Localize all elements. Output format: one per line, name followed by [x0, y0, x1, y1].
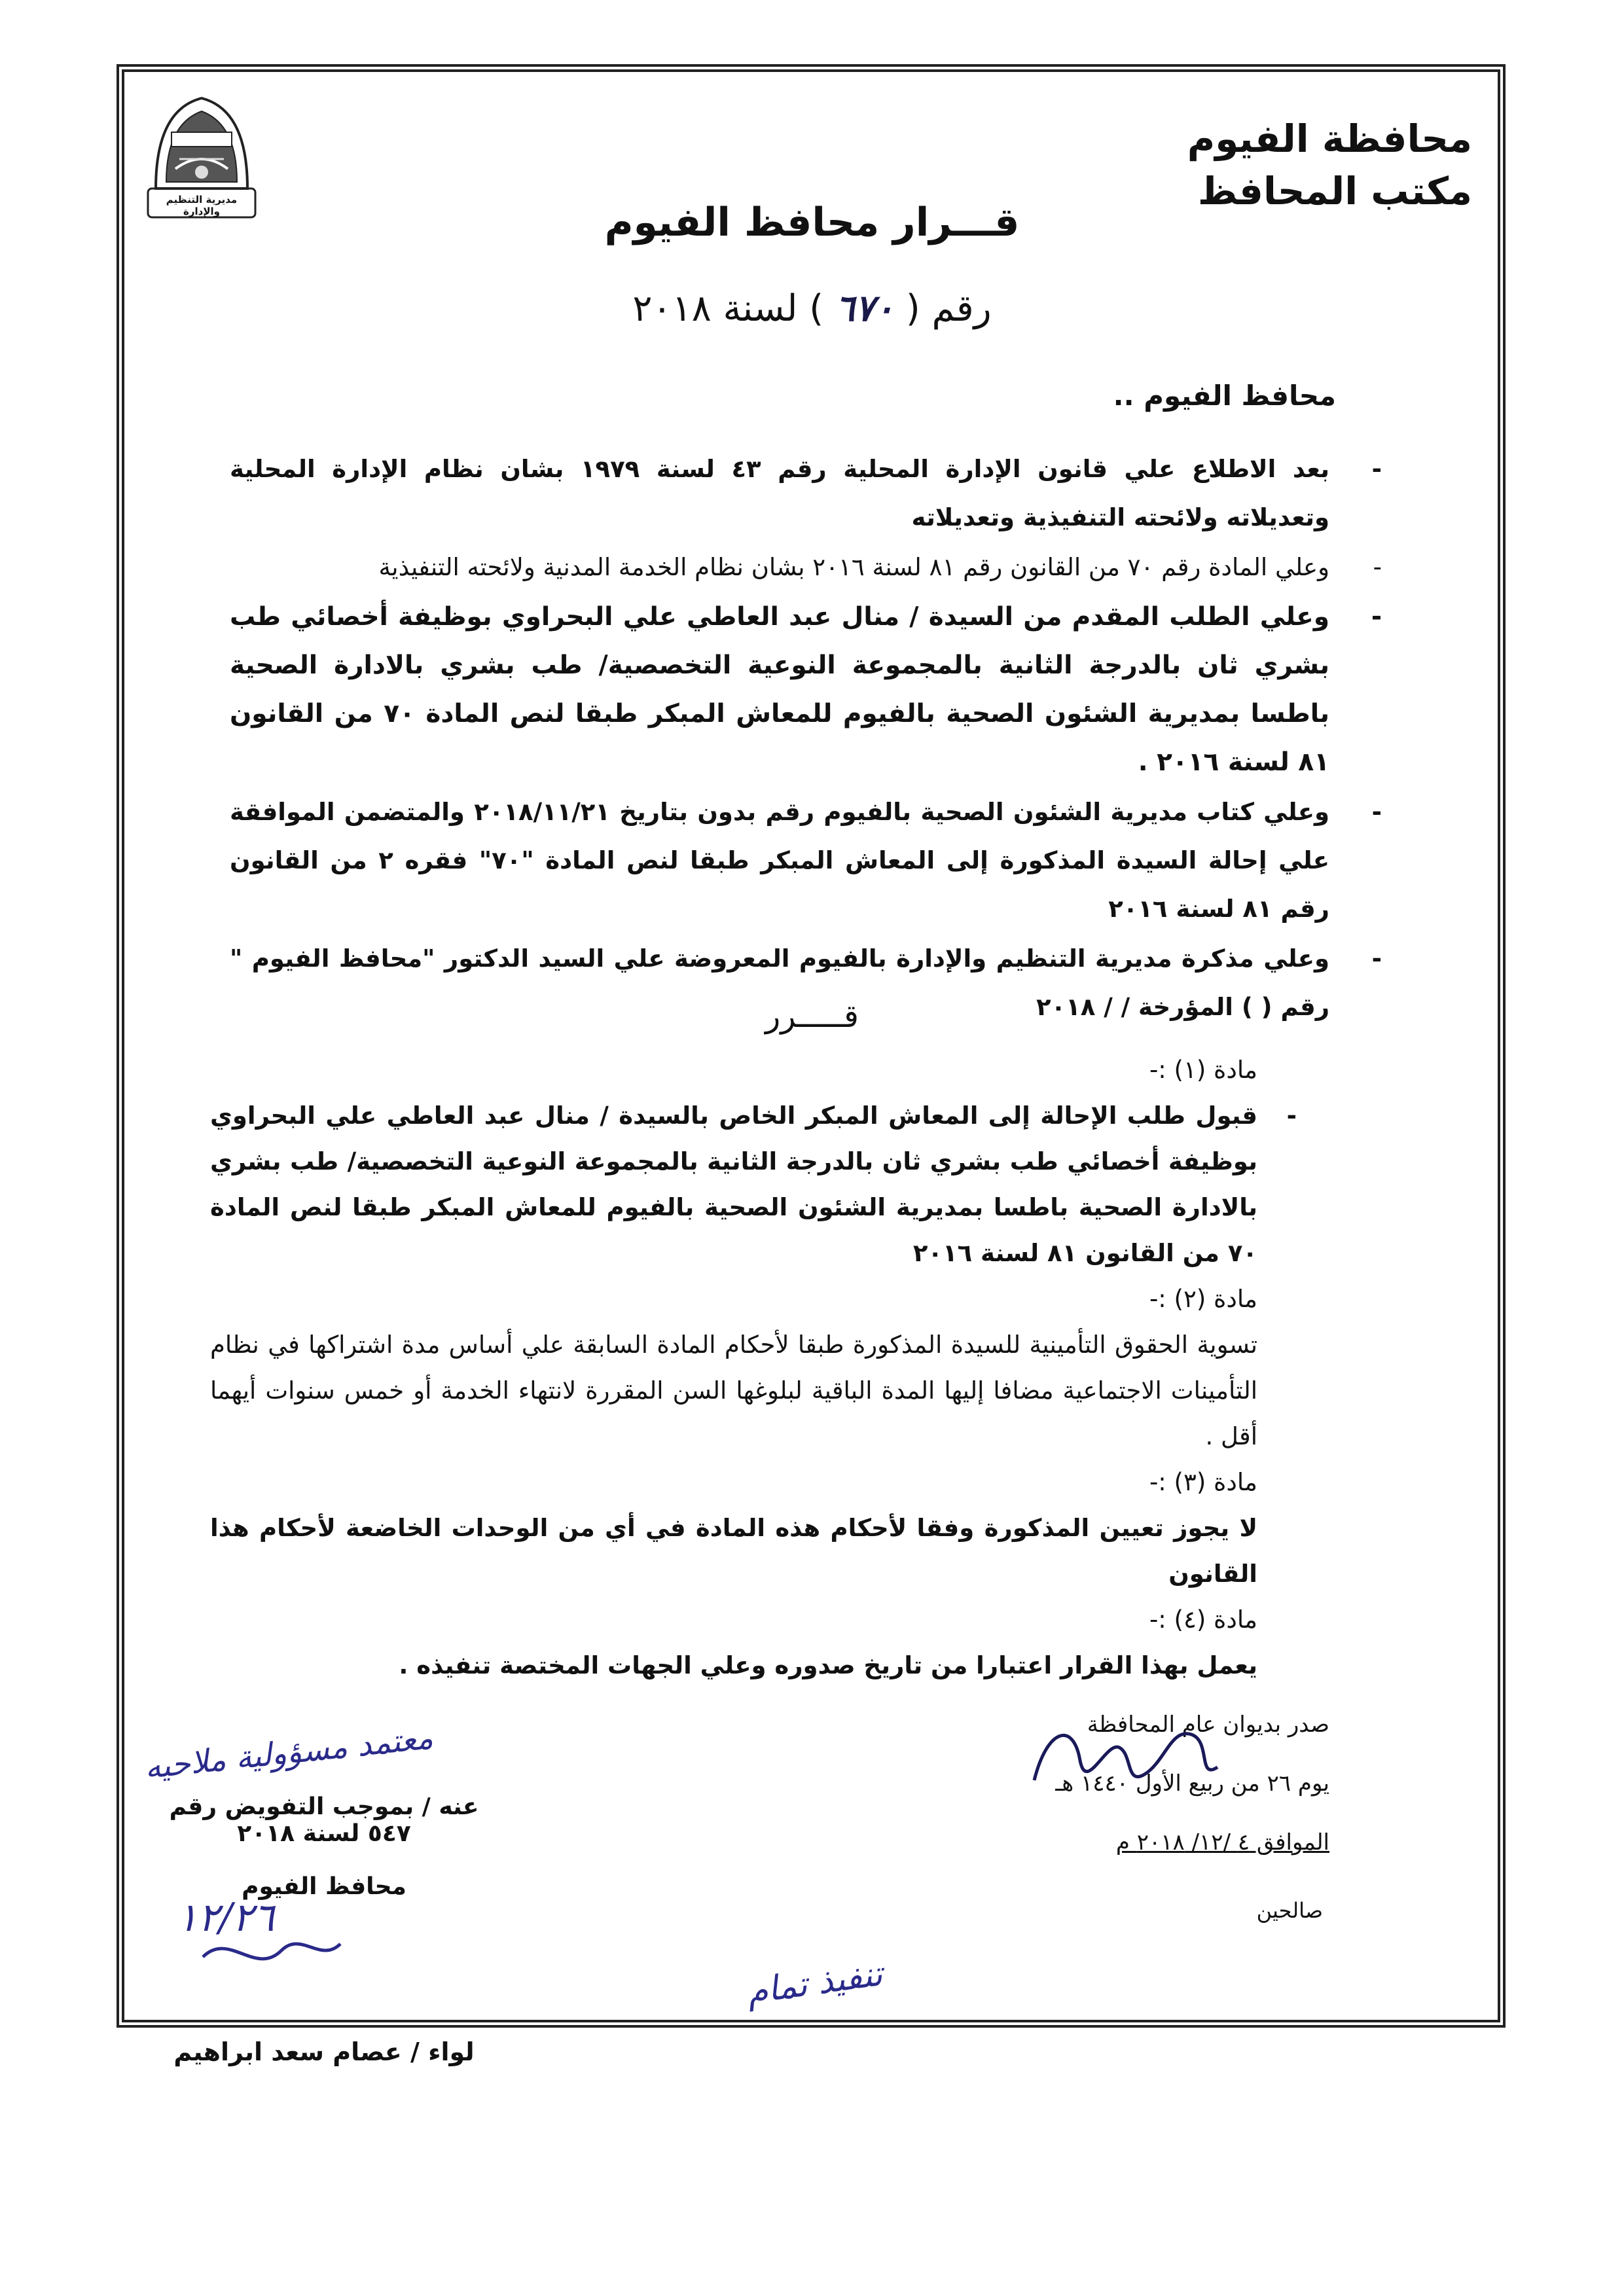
clause — [230, 543, 1382, 592]
articles — [210, 1047, 1257, 1689]
issued-hijri-date: يوم ٢٦ من ربيع الأول ١٤٤٠ هـ — [1055, 1770, 1329, 1797]
article-text: لا يجوز تعيين المذكورة وفقا لأحكام هذه المادة في أي من الوحدات الخاضعة لأحكام هذا القانون — [210, 1514, 1257, 1588]
article-heading: مادة (٣) :- — [1149, 1468, 1257, 1496]
clause — [230, 445, 1382, 542]
logo-caption: مديرية التنظيم والإدارة — [166, 194, 238, 217]
clause-text: بعد الاطلاع علي قانون الإدارة المحلية رقم ٤٣ لسنة ١٩٧٩ بشان نظام الإدارة المحلية وتعديلاته ولائحته التنفيذية وتعديلاته — [230, 455, 1329, 531]
article-text: تسوية الحقوق التأمينية للسيدة المذكورة طبقا لأحكام المادة السابقة علي أساس مدة اشتراكها في نظام التأمينات الاجتماعية مضافا إليها المدة الباقية لبلوغها السن المقررة لانتهاء الخدمة أو خمس سنوات أيهما أقل . — [210, 1331, 1257, 1450]
handwritten-note: تنفيذ تمام — [744, 1954, 885, 2013]
signer-title: محافظ الفيوم — [242, 1873, 406, 1900]
article-heading: مادة (٢) :- — [1149, 1285, 1257, 1313]
governorate-name: محافظة الفيوم — [1187, 117, 1472, 161]
article-heading: مادة (١) :- — [1149, 1056, 1257, 1084]
handwritten-note: معتمد مسؤولية ملاحيه — [143, 1719, 435, 1786]
handwritten-date: ١٢/٢٦ — [177, 1895, 275, 1941]
clause-text: وعلي مذكرة مديرية التنظيم والإدارة بالفيوم المعروضة علي السيد الدكتور "محافظ الفيوم " رقم ( ) المؤرخة / / ٢٠١٨ — [230, 944, 1329, 1021]
clause-dash: - — [1373, 553, 1382, 581]
article-text: يعمل بهذا القرار اعتبارا من تاريخ صدوره وعلي الجهات المختصة تنفيذه . — [399, 1651, 1257, 1679]
clause-dash: - — [1371, 602, 1382, 632]
clause — [230, 788, 1382, 933]
article-text: - قبول طلب الإحالة إلى المعاش المبكر الخاص بالسيدة / منال عبد العاطي علي البحراوي بوظيفة أخصائي طب بشري ثان بالدرجة الثانية بالمجموعة النوعية التخصصية/ طب بشري بالادارة الصحية باطسا بمديرية الشئون الصحية بالفيوم للمعاش المبكر طبقا لنص المادة ٧٠ من القانون ٨١ لسنة ٢٠١٦ — [210, 1093, 1257, 1276]
decree-number-prefix: رقم ( — [905, 287, 992, 330]
intro-line: محافظ الفيوم .. — [1113, 380, 1336, 412]
clause-text: وعلي كتاب مديرية الشئون الصحية بالفيوم رقم بدون بتاريخ ٢٠١٨/١١/٢١ والمتضمن الموافقة علي إحالة السيدة المذكورة إلى المعاش المبكر طبقا لنص المادة "٧٠" فقره ٢ من القانون رقم ٨١ لسنة ٢٠١٦ — [230, 798, 1329, 923]
clause-dash: - — [1371, 798, 1382, 826]
article-heading: مادة (٤) :- — [1149, 1605, 1257, 1634]
clause-dash: - — [1371, 944, 1382, 973]
clause-text: وعلي المادة رقم ٧٠ من القانون رقم ٨١ لسنة ٢٠١٦ بشان نظام الخدمة المدنية ولائحته التنفيذية — [378, 553, 1329, 581]
clause-text: وعلي الطلب المقدم من السيدة / منال عبد العاطي علي البحراوي بوظيفة أخصائي طب بشري ثان بالدرجة الثانية بالمجموعة النوعية التخصصية/ طب بشري بالادارة الصحية باطسا بمديرية الشئون الصحية بالفيوم للمعاش المبكر طبقا لنص المادة ٧٠ من القانون ٨١ لسنة ٢٠١٦ . — [230, 602, 1329, 777]
decree-number-handwritten: ٦٧٠ — [835, 287, 895, 330]
decided-heading: قـــــرر — [765, 998, 859, 1035]
decree-number-suffix: ) لسنة ٢٠١٨ — [632, 287, 824, 330]
signer-name: لواء / عصام سعد ابراهيم — [173, 2037, 475, 2066]
issued-footer: صالحين — [1256, 1898, 1323, 1923]
clause — [230, 593, 1382, 787]
signature-scribble — [196, 1918, 347, 1983]
signature-scribble — [1021, 1702, 1237, 1813]
decree-title: قـــرار محافظ الفيوم — [604, 200, 1020, 245]
office-name: مكتب المحافظ — [1197, 169, 1472, 213]
issued-gregorian-date: الموافق ٤ /١٢/ ٢٠١٨ م — [1115, 1829, 1329, 1856]
decree-number — [0, 287, 1624, 330]
issued-at: صدر بديوان عام المحافظة — [1087, 1712, 1329, 1738]
delegation-line: عنه / بموجب التفويض رقم ٥٤٧ لسنة ٢٠١٨ — [169, 1793, 479, 1847]
clause-dash: - — [1371, 455, 1382, 483]
preamble-clauses — [230, 445, 1382, 1033]
